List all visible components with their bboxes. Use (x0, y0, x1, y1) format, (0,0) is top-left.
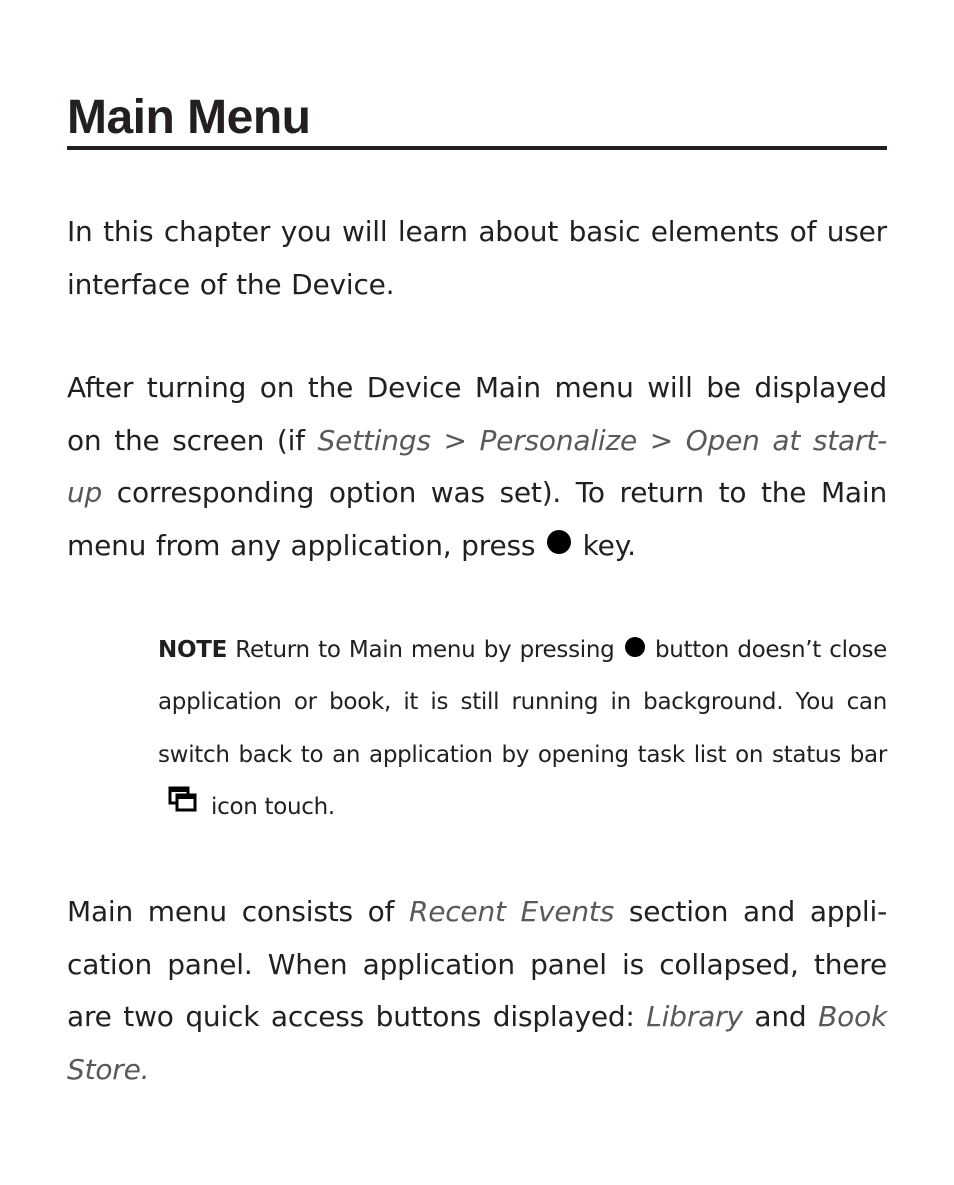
startup-text-3: key. (572, 528, 636, 562)
book-store-term: Book Store. (67, 1000, 888, 1086)
page (67, 88, 888, 1086)
library-term: Library (646, 1000, 743, 1033)
settings-path: Settings > Personalize > Open at start-up (67, 423, 887, 509)
main-menu-text-1: Main menu consists of (67, 895, 409, 928)
main-menu-text-3: and (742, 1000, 819, 1033)
task-list-icon (168, 786, 198, 816)
note-block (158, 624, 887, 833)
startup-text-2: corresponding option was set). To return to the Main menu from any application, press (67, 476, 887, 562)
intro-paragraph: In this chapter you will learn about basic elements of user interface of the Device. (67, 215, 887, 301)
note-text-3: icon touch. (204, 793, 335, 820)
startup-text-1: After turning on the Device Main menu will be displayed on the screen (if (67, 371, 887, 457)
note-text-1: Return to Main menu by pressing (227, 637, 623, 663)
main-menu-text-2: section and appli-cation panel. When application panel is collapsed, there are two quick access buttons displayed: (67, 895, 887, 1033)
startup-paragraph (67, 362, 887, 572)
recent-events-term: Recent Events (408, 895, 615, 928)
round-home-key-icon (625, 637, 645, 657)
note-label: NOTE (158, 637, 228, 663)
page-title: Main Menu (67, 88, 887, 150)
note-text-2: button doesn’t close application or book, it is still running in background. You can switch back to an application by opening task list on status bar (158, 637, 887, 768)
round-home-key-icon (547, 530, 571, 554)
main-menu-paragraph (67, 886, 887, 1096)
